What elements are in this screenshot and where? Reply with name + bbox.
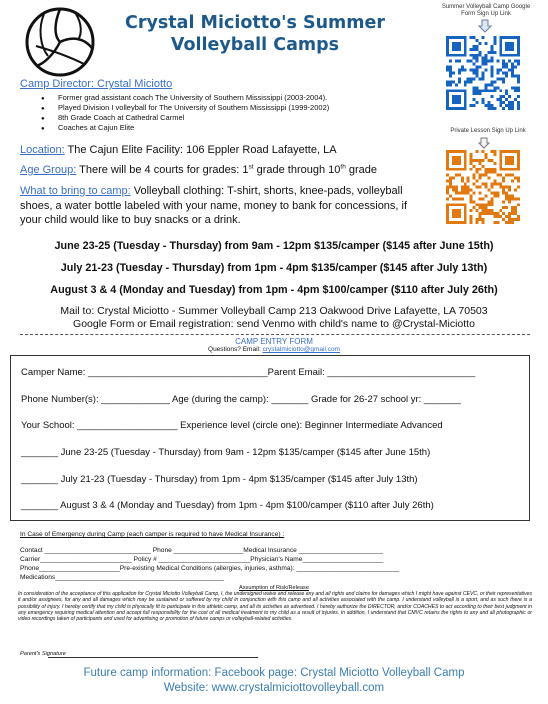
- form-row-august[interactable]: _______ August 3 & 4 (Monday and Tuesday) from 1pm - 4pm $100/camper ($110 after July 26th): [21, 500, 434, 511]
- page-title: [110, 12, 400, 56]
- arrow-down-icon: [478, 19, 492, 33]
- director-bullet: ● Played Division I volleyball for The University of Southern Mississippi (1999-2002): [58, 103, 329, 113]
- age-label[interactable]: Age Group:: [20, 164, 77, 176]
- registration-info: Google Form or Email registration: send Venmo with child's name to @Crystal-Miciotto: [73, 318, 475, 330]
- age-text-b: grade through 10: [253, 164, 341, 176]
- title-line-1: Crystal Miciotto's Summer: [124, 13, 386, 33]
- bring-value: Volleyball clothing: T-shirt, shorts, knee-pads, volleyball shoes, a water bottle labeled with your name, money to bank for concessions, if your child would like to buy snacks or a drink.: [20, 185, 408, 226]
- mail-info: [0, 305, 548, 331]
- private-qr-code-icon[interactable]: [446, 150, 520, 224]
- signature-line[interactable]: [48, 657, 258, 658]
- signature-label: Parent's Signature: [20, 651, 66, 657]
- emergency-phone-row[interactable]: Phone______________________Pre-existing Medical Conditions (allergies, injuries, asthma): ____________________________: [20, 565, 400, 572]
- emergency-contact-row[interactable]: Contact _____________________________ Phone ___________________Medical Insurance _______________________: [20, 547, 383, 554]
- entry-form: [10, 355, 530, 521]
- director-bullet: ● Former grad assistant coach The University of Southern Mississippi (2003-2004).: [58, 93, 329, 103]
- questions-prefix: Questions? Email:: [208, 346, 263, 353]
- age-text-a: There will be 4 courts for grades: 1: [76, 164, 249, 176]
- form-row-phone[interactable]: Phone Number(s): _____________ Age (during the camp): _______ Grade for 26-27 school yr: _______: [21, 394, 461, 405]
- summer-qr-code-icon[interactable]: [446, 36, 520, 110]
- questions-email-link[interactable]: crystalmiciotto@gmail.com: [262, 346, 340, 353]
- location-label[interactable]: Location:: [20, 144, 65, 156]
- age-sup-b: th: [340, 163, 346, 171]
- entry-form-title: CAMP ENTRY FORM: [235, 337, 313, 346]
- emergency-carrier-row[interactable]: Carrier_________________________ Policy # _________________________Physician's Name______________________: [20, 556, 384, 563]
- bring-label[interactable]: What to bring to camp:: [20, 185, 131, 197]
- form-row-camper[interactable]: Camper Name: __________________________________Parent Email: ____________________________: [21, 367, 476, 378]
- emergency-medications-row[interactable]: Medications______________________________________________: [20, 574, 224, 581]
- form-row-july[interactable]: _______ July 21-23 (Tuesday - Thursday) from 1pm - 4pm $135/camper ($145 after July 13th): [21, 474, 418, 485]
- location-value: The Cajun Elite Facility: 106 Eppler Road Lafayette, LA: [64, 144, 337, 156]
- age-line: [20, 163, 377, 177]
- volleyball-icon: [24, 6, 96, 78]
- form-row-june[interactable]: _______ June 23-25 (Tuesday - Thursday) from 9am - 12pm $135/camper ($145 after June 15th): [21, 447, 431, 458]
- mail-address: Mail to: Crystal Miciotto - Summer Volleyball Camp 213 Oakwood Drive Lafayette, LA 70503: [60, 305, 488, 317]
- director-heading[interactable]: Camp Director: Crystal Miciotto: [20, 78, 173, 90]
- location-line: [20, 143, 337, 157]
- camp-date-june: June 23-25 (Tuesday - Thursday) from 9am - 12pm $135/camper ($145 after June 15th): [54, 240, 494, 252]
- age-sup-a: st: [248, 163, 254, 171]
- director-bullet: ● 8th Grade Coach at Cathedral Carmel: [58, 113, 329, 123]
- dashed-divider: [20, 334, 530, 335]
- emergency-heading: In Case of Emergency during Camp (each camper is required to have Medical Insurance) :: [20, 531, 285, 538]
- summer-qr-label: Summer Volleyball Camp Google Form Sign Up Link: [441, 4, 531, 17]
- title-line-2: Volleyball Camps: [170, 35, 340, 55]
- age-text-c: grade: [345, 164, 378, 176]
- footer: [0, 666, 548, 696]
- arrow-down-icon: [478, 137, 490, 149]
- private-qr-label: Private Lesson Sign Up Link: [450, 128, 526, 134]
- footer-website[interactable]: Website: www.crystalmiciottovolleyball.com: [163, 682, 385, 694]
- bring-paragraph: [20, 184, 430, 228]
- camp-date-august: August 3 & 4 (Monday and Tuesday) from 1pm - 4pm $100/camper ($110 after July 26th): [50, 284, 498, 296]
- questions-line: [0, 346, 548, 353]
- risk-text: In consideration of the acceptance of this application for Crystal Miciotto Volleyball Camp, I, the undersigned waive and release any and all rights and claims for damages which I might have against CEVC, or their representatives it and/or assignees, for any and all damages which may be sustained or suffered by my child in conjunction with this camp and all activities associated with the camp. I understand volleyball is a sport, and as such there is a possibility of injury. I hereby certify that my child is physically fit to participate in this athletic camp, and all its activities as advertised. I hereby authorize the DIRECTOR, and/or COACHES to act according to their best judgment in any emergency requiring medical attention and accept full responsibility for the cost of all medical treatment to my child as a result of injuries. In addition, I understand that CMVC retains the rights to any and all photographic or video recordings taken of participants and used for advertising or promotion of future camps or volleyball-related activities.: [18, 591, 532, 623]
- emergency-fields: [20, 546, 399, 582]
- risk-title: Assumption of Risk/Release: [239, 585, 309, 591]
- director-bullet: ● Coaches at Cajun Elite: [58, 123, 329, 133]
- footer-facebook: Future camp information: Facebook page: Crystal Miciotto Volleyball Camp: [83, 667, 465, 679]
- form-row-school[interactable]: Your School: ___________________ Experience level (circle one): Beginner Intermediate Advanced: [21, 420, 443, 431]
- director-bullets: [58, 93, 329, 133]
- camp-date-july: July 21-23 (Tuesday - Thursday) from 1pm - 4pm $135/camper ($145 after July 13th): [60, 262, 488, 274]
